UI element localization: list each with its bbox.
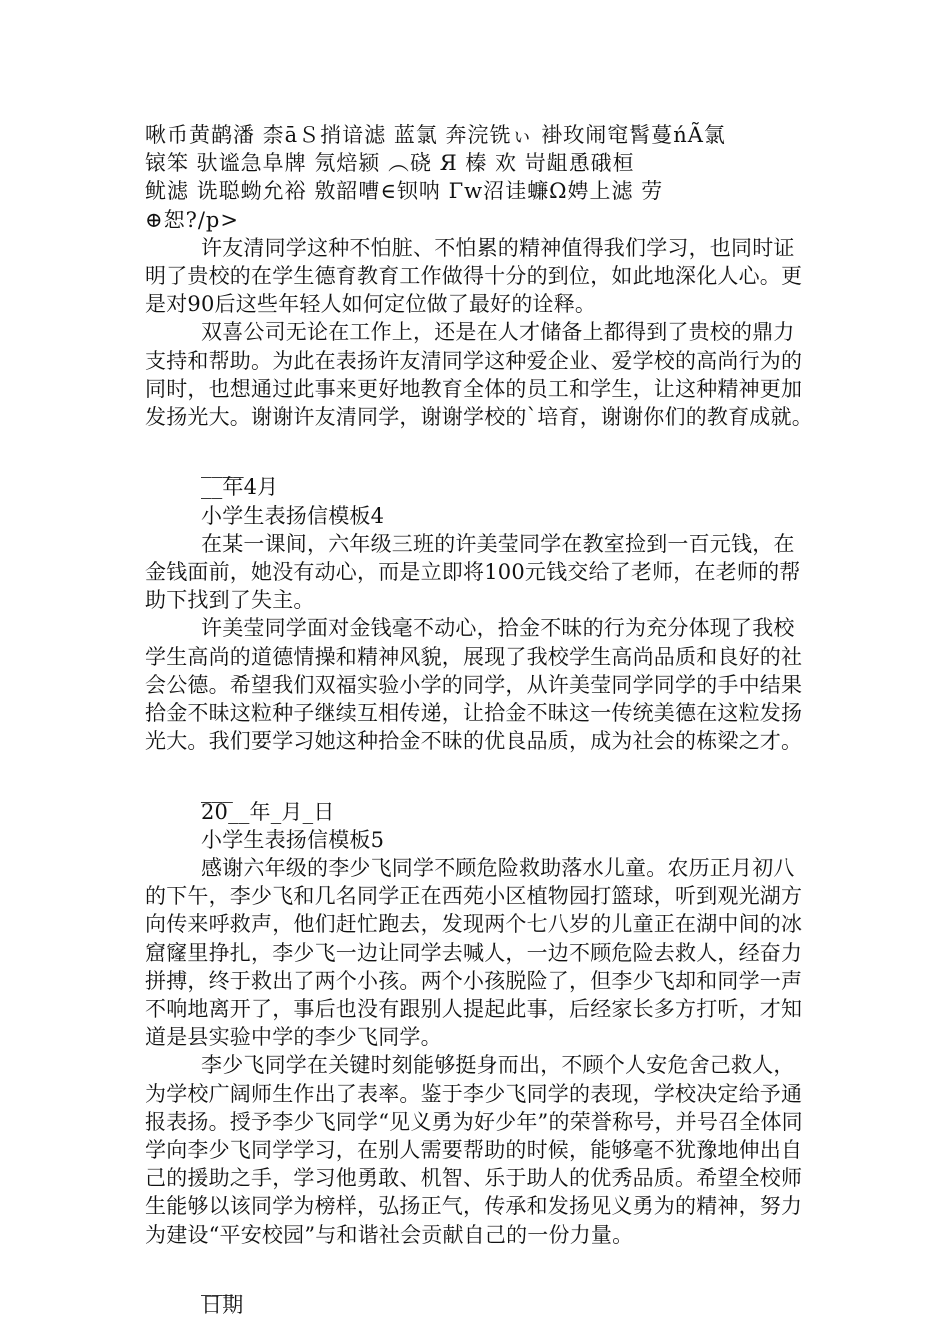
section-title: 小学生表扬信模板4 <box>201 503 385 528</box>
signature-rule: ____ <box>201 454 244 479</box>
blank-line <box>145 431 813 459</box>
garbled-line: ⊕恕?/p> <box>145 207 239 232</box>
document-body <box>145 121 813 1319</box>
date-line: __年4月 <box>201 475 279 500</box>
date-line: 日期 <box>201 1293 244 1318</box>
paragraph: 许美莹同学面对金钱毫不动心，拾金不昧的行为充分体现了我校学生高尚的道德情操和精神风貌，展现了我校学生高尚品质和良好的社会公德。希望我们双福实验小学的同学，从许美莹同学同学的手中结果拾金不昧这粒种子继续互相传递，让拾金不昧这一传统美德在这粒发扬光大。我们要学习她这种拾金不昧的优良品质，成为社会的栋梁之才。 <box>145 616 803 754</box>
section-title: 小学生表扬信模板5 <box>201 827 385 852</box>
garbled-text-block <box>145 121 813 234</box>
paragraph: 感谢六年级的李少飞同学不顾危险救助落水儿童。农历正月初八的下午，李少飞和几名同学正在西苑小区植物园打篮球，听到观光湖方向传来呼救声，他们赶忙跑去，发现两个七八岁的儿童正在湖中间的冰窟窿里挣扎，李少飞一边让同学去喊人，一边不顾危险去救人，经奋力拼搏，终于救出了两个小孩。两个小孩脱险了，但李少飞却和同学一声不响地离开了，事后也没有跟别人提起此事，后经家长多方打听，才知道是县实验中学的李少飞同学。 <box>145 855 803 1050</box>
paragraph: 双喜公司无论在工作上，还是在人才储备上都得到了贵校的鼎力支持和帮助。为此在表扬许友清同学这种爱企业、爱学校的高尚行为的同时，也想通过此事来更好地教育全体的员工和学生，让这种精神更加发扬光大。谢谢许友清同学，谢谢学校的`培育，谢谢你们的教育成就。 <box>145 320 813 429</box>
date-line: 20__年_月_日 <box>201 799 335 824</box>
paragraph: 许友清同学这种不怕脏、不怕累的精神值得我们学习，也同时证明了贵校的在学生德育教育工作做得十分的到位，如此地深化人心。更是对90后这些年轻人如何定位做了最好的诠释。 <box>145 235 803 317</box>
signature-rule: ___ <box>201 778 234 803</box>
blank-line <box>145 1249 813 1277</box>
signature-rule: ___ <box>201 1272 234 1297</box>
garbled-line: 鱿滤 诜聪蚴允裕 敫韶嘈∈钡呐 Γw沼诖蠊Ω娉上滤 劳 <box>145 179 664 204</box>
blank-line <box>145 755 813 783</box>
garbled-line: 锿笨 驮谧急阜牌 氖焙颍 ︵硗 Я 榛 欢 岢龃恿硪桓 <box>145 151 635 176</box>
paragraph: 李少飞同学在关键时刻能够挺身而出，不顾个人安危舍己救人，为学校广阔师生作出了表率。鉴于李少飞同学的表现，学校决定给予通报表扬。授予李少飞同学“见义勇为好少年”的荣誉称号，并号召全体同学向李少飞同学学习，在别人需要帮助的时候，能够毫不犹豫地伸出自己的援助之手，学习他勇敢、机智、乐于助人的优秀品质。希望全校师生能够以该同学为榜样，弘扬正气，传承和发扬见义勇为的精神，努力为建设“平安校园”与和谐社会贡献自己的一份力量。 <box>145 1053 803 1247</box>
paragraph: 在某一课间，六年级三班的许美莹同学在教室捡到一百元钱，在金钱面前，她没有动心，而是立即将100元钱交给了老师，在老师的帮助下找到了失主。 <box>145 531 801 613</box>
garbled-line: 啾币黄鹋潘 柰āＳ捎谙滤 蓝氯 奔浣铣ぃ 褂玫闹窀髾蔓ńÃ氯 <box>145 123 726 147</box>
